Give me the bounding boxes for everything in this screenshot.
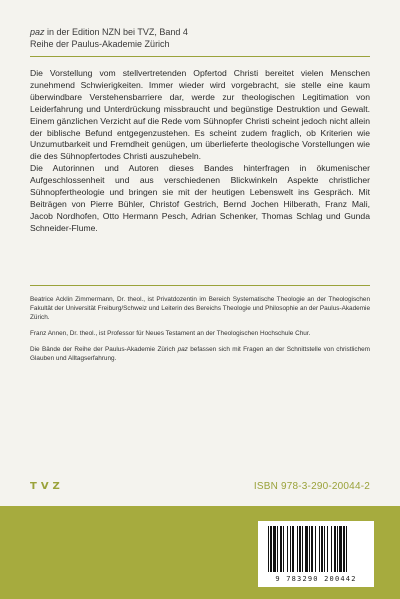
bio-acklin-zimmermann: Beatrice Acklin Zimmermann, Dr. theol., ist Privatdozentin im Bereich Systematische Theologie an der Theologischen Fakultät der Universität Freiburg/Schweiz und Leiterin des Bereichs Theologie und Philosophie an der Paulus-Akademie Zürich. (30, 296, 370, 322)
series-info (30, 26, 380, 50)
barcode-bar (297, 526, 298, 572)
series-note-abbrev: paz (177, 346, 188, 354)
barcode-bar (287, 526, 288, 572)
series-abbrev: paz (30, 27, 45, 37)
barcode-bar (280, 526, 282, 572)
barcode-bar (319, 526, 320, 572)
barcode-bar (331, 526, 332, 572)
middle-divider (30, 285, 370, 286)
barcode-bar (270, 526, 272, 572)
barcode-bar (283, 526, 284, 572)
barcode (258, 521, 374, 587)
barcode-bar (309, 526, 310, 572)
barcode-bar (327, 526, 328, 572)
publisher-logo: TVZ (30, 481, 64, 492)
barcode-bar (290, 526, 291, 572)
barcode-bar (292, 526, 294, 572)
publisher-row (30, 481, 370, 495)
barcode-bar (324, 526, 325, 572)
series-note-end: befassen sich mit Fragen an der Schnittstelle von christlichem Glauben und Alltagserfahrung. (30, 346, 370, 363)
barcode-bar (305, 526, 308, 572)
series-line-2: Reihe der Paulus-Akademie Zürich (30, 39, 170, 49)
barcode-bar (321, 526, 323, 572)
barcode-bar (334, 526, 336, 572)
barcode-bar (339, 526, 342, 572)
barcode-bar (337, 526, 338, 572)
barcode-bar (315, 526, 316, 572)
barcode-bar (273, 526, 276, 572)
series-line-1 (30, 26, 380, 38)
series-note-start: Die Bände der Reihe der Paulus-Akademie Zürich (30, 346, 178, 354)
author-bios (30, 295, 370, 371)
barcode-bars (258, 521, 374, 577)
bio-annen: Franz Annen, Dr. theol., ist Professor für Neues Testament an der Theologischen Hochschule Chur. (30, 330, 311, 338)
blurb-text (30, 68, 370, 235)
barcode-bar (277, 526, 278, 572)
barcode-bar (343, 526, 345, 572)
barcode-bar (302, 526, 303, 572)
series-note (30, 345, 370, 363)
top-divider (30, 56, 370, 57)
blurb-paragraph-2: Die Autorinnen und Autoren dieses Bandes hinterfragen in ökumenischer Aufgeschlossenheit und aus verschiedenen Blickwinkeln Aspekte christlicher Sühnopfertheologie und bringen sie mit der heutigen Lebenswelt ins Gespräch. Mit Beiträgen von Pierre Bühler, Christof Gestrich, Bernd Jochen Hilberath, Franz Mali, Jacob Nordhofen, Otto Hermann Pesch, Adrian Schenker, Thomas Schlag und Gunda Schneider-Flume. (30, 163, 370, 233)
blurb-paragraph-1: Die Vorstellung vom stellvertretenden Opfertod Christi bereitet vielen Menschen zunehmend Schwierigkeiten. Immer wieder wird vorgebracht, sie stelle eine kaum überwindbare Verstehensbarriere dar, werde zur theologischen Legitimation von Leiderfahrung und Unterdrückung missbraucht und begünstige Destruktion und Gewalt. Einem gänzlichen Verzicht auf die Rede vom Sühnopfer Christi scheint jedoch nicht allein der biblische Befund entgegenzustehen. Es scheint zudem fraglich, ob Kriterien wie Unzumutbarkeit und Fremdheit genügen, um überlieferte theologische Vorstellungen wie die des Sühnopfertodes Christi auszuhebeln. (30, 68, 370, 162)
barcode-bar (311, 526, 313, 572)
barcode-bar (346, 526, 347, 572)
isbn-number: ISBN 978-3-290-20044-2 (253, 481, 370, 492)
barcode-digits: 9 783290 200442 (275, 575, 357, 583)
barcode-bar (299, 526, 301, 572)
barcode-bar (268, 526, 269, 572)
series-edition: in der Edition NZN bei TVZ, Band 4 (44, 27, 188, 37)
